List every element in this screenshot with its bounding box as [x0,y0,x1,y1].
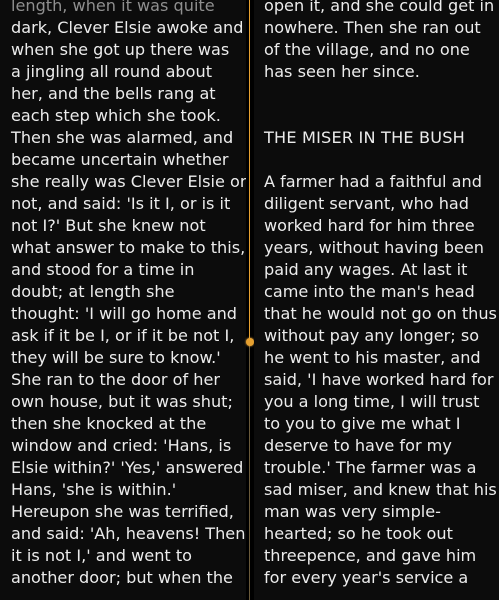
text-line: window and cried: 'Hans, is [11,436,232,455]
text-line: a jingling all round about [11,62,213,81]
paragraph-spacer [264,83,495,105]
divider-line-read [249,0,250,342]
text-line: and stood for a time in [11,260,195,279]
left-text-column [0,0,246,600]
text-line: own house, but it was shut; [11,392,233,411]
text-line: he went to his master, and [264,348,481,367]
text-line: said, 'I have worked hard for [264,370,494,389]
text-line: they will be sure to know.' [11,348,221,367]
paragraph-spacer [264,105,495,127]
text-line: man was very simple- [264,502,441,521]
text-line: trouble.' The farmer was a [264,458,477,477]
text-line: another door; but when the [11,568,233,587]
right-column-text [264,0,495,589]
text-line: of the village, and no one [264,40,470,59]
text-line: she really was Clever Elsie or [11,172,246,191]
text-line: Hans, 'she is within.' [11,480,177,499]
text-line: Hereupon she was terrified, [11,502,234,521]
text-line: each step which she took. [11,106,221,125]
text-line: came into the man's head [264,282,475,301]
text-line: what answer to make to this, [11,238,246,257]
text-line: threepence, and gave him [264,546,477,565]
text-line: that he would not go on thus [264,304,497,323]
text-line: and said: 'Ah, heavens! Then [11,524,246,543]
chapter-title: THE MISER IN THE BUSH [264,128,465,147]
text-line: dark, Clever Elsie awoke and [11,18,244,37]
right-text-column [254,0,499,600]
text-line: open it, and she could get in [264,0,495,15]
paragraph-spacer [264,149,495,171]
text-line: A farmer had a faithful and [264,172,482,191]
text-line: years, without having been [264,238,484,257]
text-line: not I?' But she knew not [11,216,206,235]
text-line: hearted; so he took out [264,524,453,543]
text-line: became uncertain whether [11,150,229,169]
text-line: sad miser, and knew that his [264,480,497,499]
text-line: paid any wages. At last it [264,260,468,279]
text-line: when she got up there was [11,40,230,59]
text-line: not, and said: 'Is it I, or is it [11,194,231,213]
text-line: then she knocked at the [11,414,207,433]
text-line: to you to give me what I [264,414,461,433]
text-line: has seen her since. [264,62,420,81]
text-line: length, when it was quite [11,0,215,15]
text-line: thought: 'I will go home and [11,304,237,323]
text-line: ask if it be I, or if it be not I, [11,326,235,345]
text-line: doubt; at length she [11,282,175,301]
text-line: it is not I,' and went to [11,546,192,565]
text-line: Elsie within?' 'Yes,' answered [11,458,244,477]
column-divider [246,0,254,600]
text-line: without pay any longer; so [264,326,480,345]
text-line: nowhere. Then she ran out [264,18,481,37]
text-line: worked hard for him three [264,216,475,235]
text-line: you a long time, I will trust [264,392,480,411]
left-column-text [11,0,246,589]
text-line: Then she was alarmed, and [11,128,234,147]
text-line: deserve to have for my [264,436,452,455]
text-line: She ran to the door of her [11,370,221,389]
reading-progress-knob[interactable] [246,338,254,346]
text-line: for every year's service a [264,568,469,587]
text-line: diligent servant, who had [264,194,470,213]
text-line: her, and the bells rang at [11,84,216,103]
